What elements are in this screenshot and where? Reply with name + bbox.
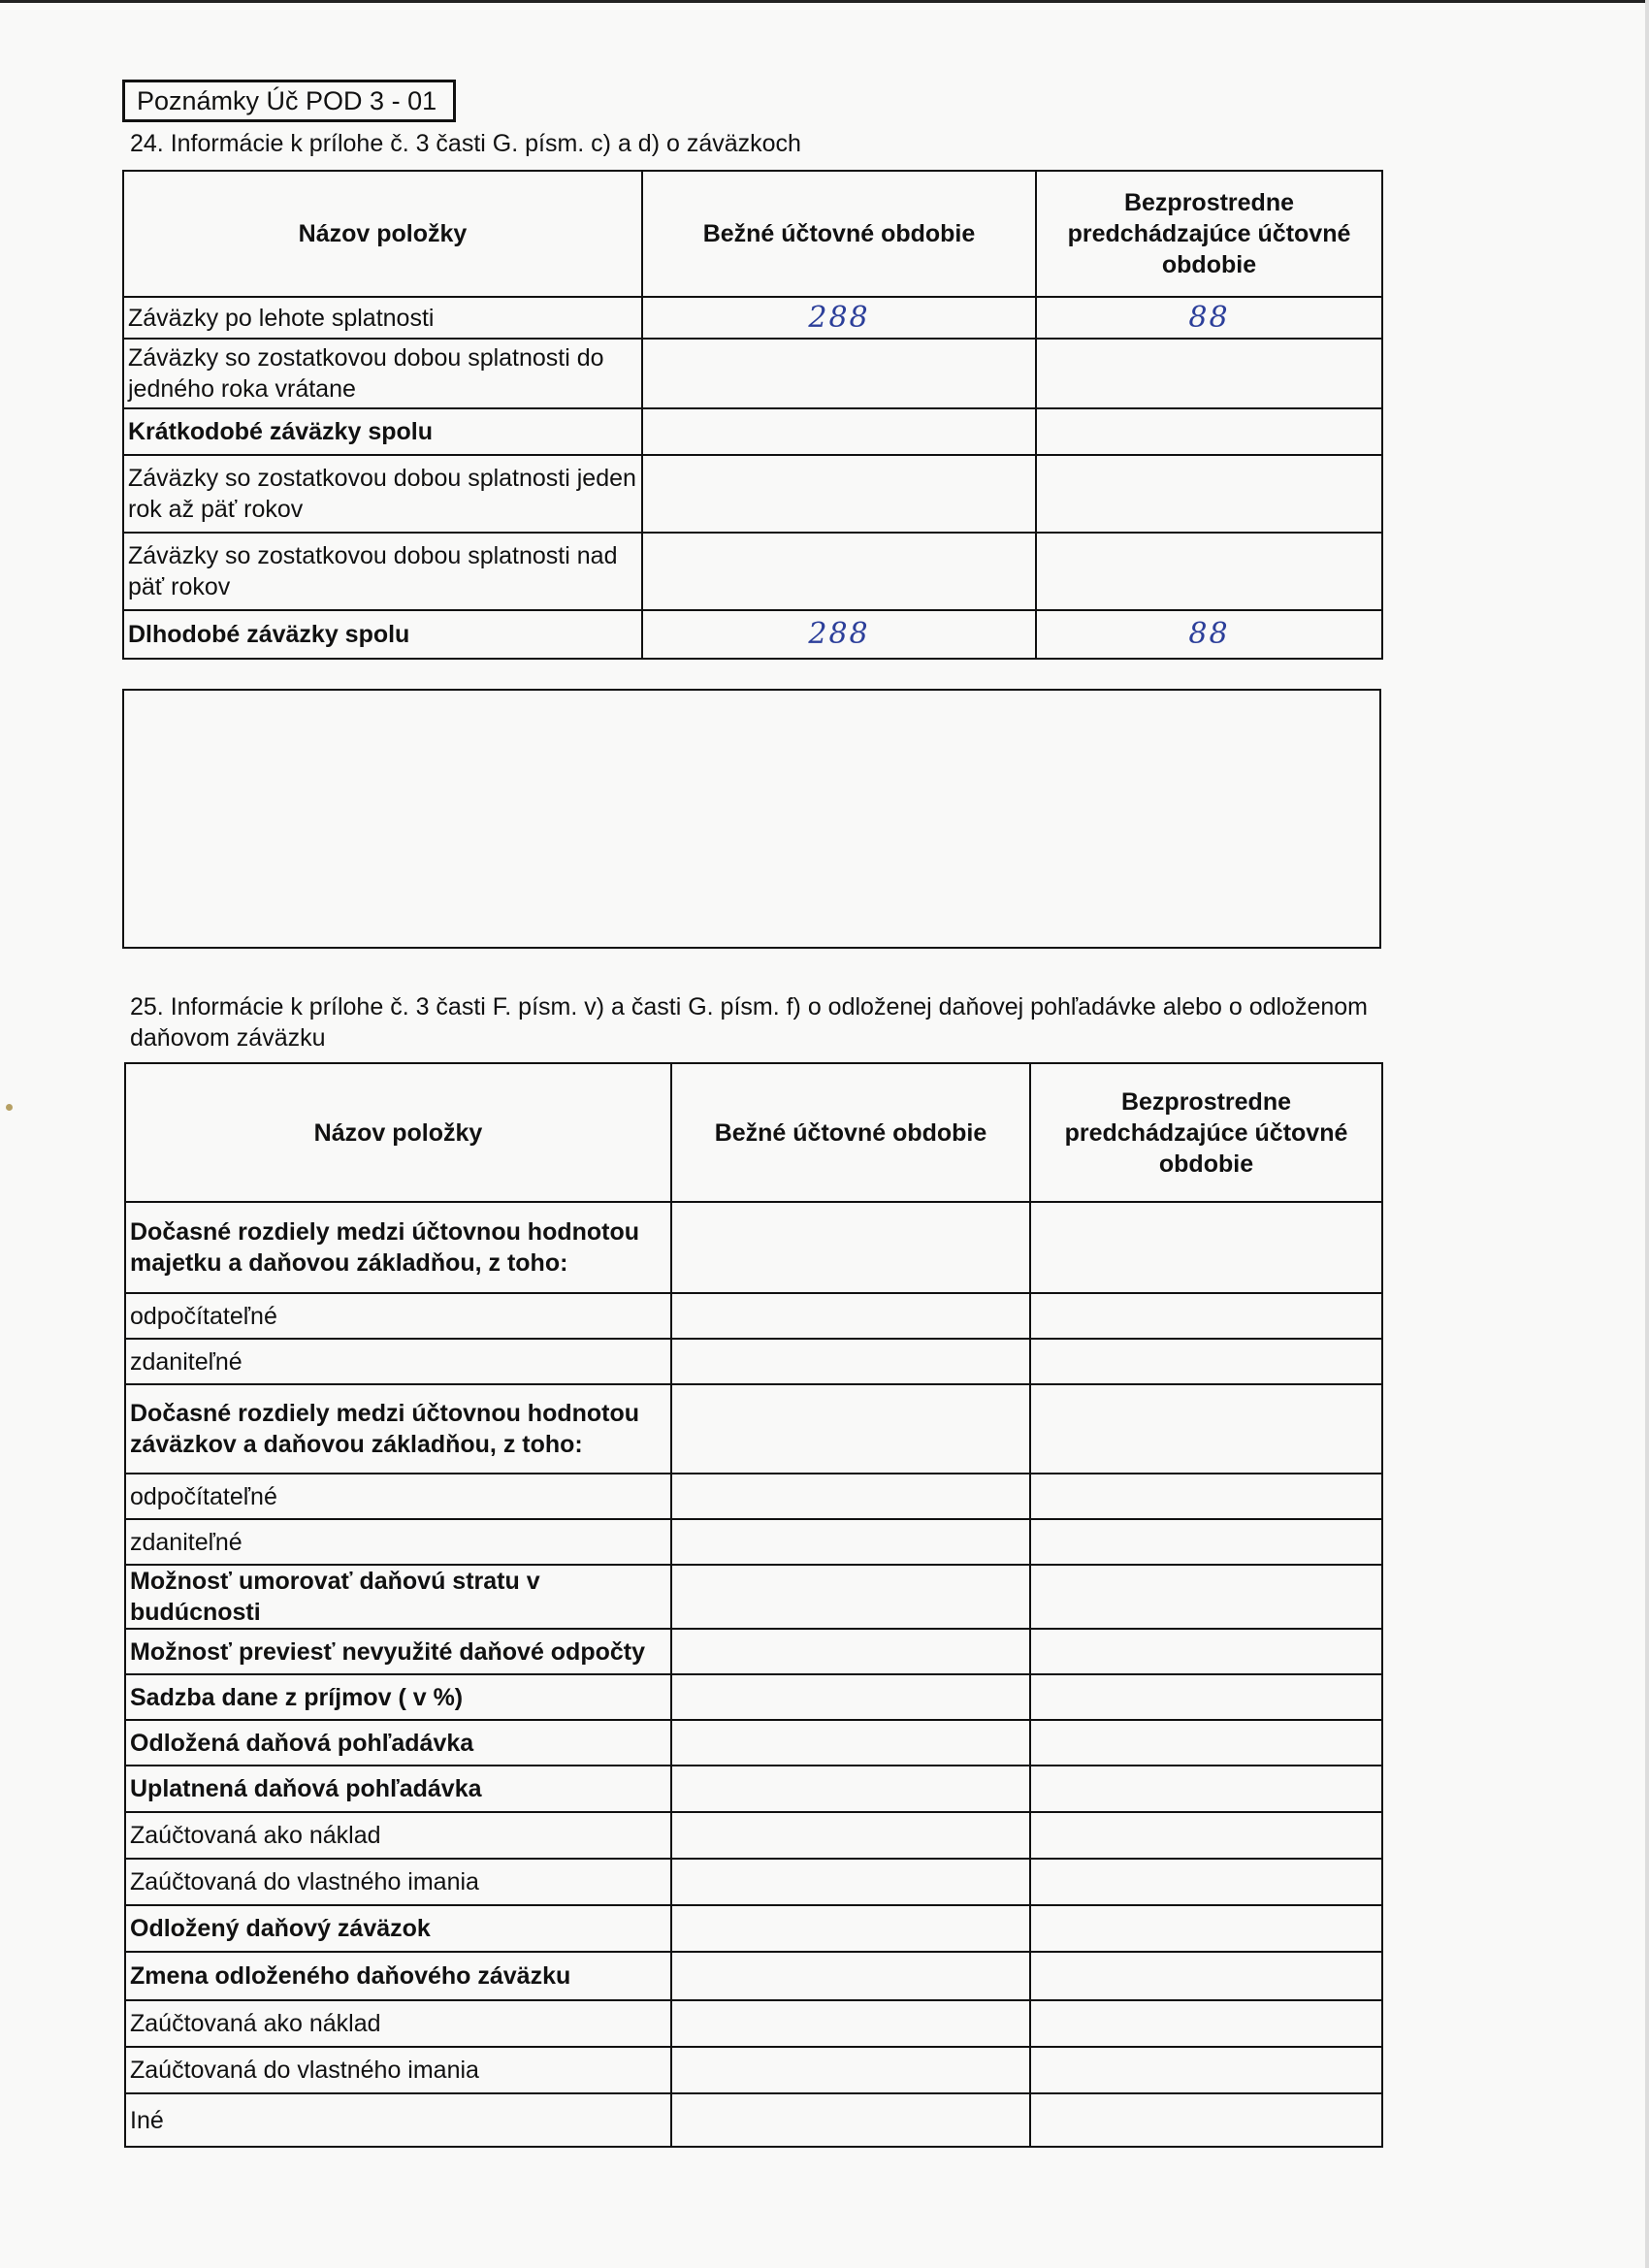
- column-header-current: Bežné účtovné obdobie: [642, 171, 1036, 297]
- row-label: Zaúčtovaná ako náklad: [125, 1812, 671, 1859]
- page-top-edge: [0, 0, 1649, 3]
- column-header-name: Názov položky: [123, 171, 642, 297]
- row-label: zdaniteľné: [125, 1519, 671, 1565]
- previous-value-cell[interactable]: [1030, 1293, 1382, 1339]
- previous-value-cell[interactable]: [1030, 1629, 1382, 1674]
- scan-speck: [6, 1104, 13, 1111]
- row-label: Zaúčtovaná do vlastného imania: [125, 1859, 671, 1905]
- previous-value-cell[interactable]: [1030, 2093, 1382, 2147]
- current-value-cell[interactable]: [671, 1905, 1030, 1952]
- table-header-row: [125, 1063, 1382, 1202]
- previous-value-cell[interactable]: [1030, 1674, 1382, 1720]
- previous-value-cell[interactable]: [1030, 1339, 1382, 1384]
- current-value-cell[interactable]: [671, 1339, 1030, 1384]
- row-label: Dočasné rozdiely medzi účtovnou hodnotou záväzkov a daňovou základňou, z toho:: [125, 1384, 671, 1474]
- current-value-cell[interactable]: [671, 2047, 1030, 2093]
- current-value-cell[interactable]: [671, 1812, 1030, 1859]
- table-row: [123, 533, 1382, 610]
- previous-value-cell[interactable]: [1030, 1766, 1382, 1812]
- previous-value-cell[interactable]: [1036, 533, 1382, 610]
- previous-value-cell[interactable]: [1030, 1952, 1382, 2000]
- table-row: [123, 455, 1382, 533]
- previous-value-cell[interactable]: 88: [1036, 610, 1382, 659]
- current-value-cell[interactable]: [671, 1202, 1030, 1293]
- current-value-cell[interactable]: [642, 339, 1036, 408]
- row-label: Záväzky po lehote splatnosti: [123, 297, 642, 339]
- row-label: Záväzky so zostatkovou dobou splatnosti do jedného roka vrátane: [123, 339, 642, 408]
- column-header-name: Názov položky: [125, 1063, 671, 1202]
- previous-value-cell[interactable]: [1030, 1565, 1382, 1629]
- current-value-cell[interactable]: [671, 1565, 1030, 1629]
- page-right-edge: [1645, 0, 1649, 2268]
- current-value-cell[interactable]: [642, 455, 1036, 533]
- table-header-row: [123, 171, 1382, 297]
- previous-value-cell[interactable]: [1030, 1474, 1382, 1519]
- row-label: Zaúčtovaná do vlastného imania: [125, 2047, 671, 2093]
- previous-value-cell[interactable]: [1030, 1905, 1382, 1952]
- row-label: Odložená daňová pohľadávka: [125, 1720, 671, 1766]
- row-label: Odložený daňový záväzok: [125, 1905, 671, 1952]
- section-24-table: [122, 170, 1383, 660]
- row-label: zdaniteľné: [125, 1339, 671, 1384]
- section-25-title-line-1: 25. Informácie k prílohe č. 3 časti F. písm. v) a časti G. písm. f) o odloženej daňovej pohľadávke alebo o odloženom: [130, 993, 1369, 1021]
- previous-value-cell[interactable]: [1036, 339, 1382, 408]
- row-label: Iné: [125, 2093, 671, 2147]
- current-value-cell[interactable]: [671, 2000, 1030, 2047]
- form-code-box: Poznámky Úč POD 3 - 01: [122, 80, 456, 122]
- row-label: Zmena odloženého daňového záväzku: [125, 1952, 671, 2000]
- row-label: Zaúčtovaná ako náklad: [125, 2000, 671, 2047]
- previous-value-cell[interactable]: [1030, 1384, 1382, 1474]
- row-label: Krátkodobé záväzky spolu: [123, 408, 642, 455]
- table-row: [123, 408, 1382, 455]
- previous-value-cell[interactable]: [1030, 2000, 1382, 2047]
- previous-value-cell[interactable]: [1030, 2047, 1382, 2093]
- current-value-cell[interactable]: [671, 1384, 1030, 1474]
- previous-value-cell[interactable]: [1030, 1859, 1382, 1905]
- current-value-cell[interactable]: [671, 1629, 1030, 1674]
- row-label: Možnosť previesť nevyužité daňové odpočty: [125, 1629, 671, 1674]
- previous-value-cell[interactable]: [1036, 408, 1382, 455]
- table-row: [123, 297, 1382, 339]
- current-value-cell[interactable]: [671, 1859, 1030, 1905]
- current-value-cell[interactable]: [671, 1474, 1030, 1519]
- row-label: Sadzba dane z príjmov ( v %): [125, 1674, 671, 1720]
- current-value-cell[interactable]: [671, 1519, 1030, 1565]
- current-value-cell[interactable]: [671, 1674, 1030, 1720]
- previous-value-cell[interactable]: [1030, 1202, 1382, 1293]
- row-label: odpočítateľné: [125, 1293, 671, 1339]
- current-value-cell[interactable]: [671, 1952, 1030, 2000]
- section-25-table: [124, 1062, 1383, 2148]
- previous-value-cell[interactable]: [1030, 1519, 1382, 1565]
- current-value-cell[interactable]: [642, 533, 1036, 610]
- previous-value-cell[interactable]: [1036, 455, 1382, 533]
- current-value-cell[interactable]: [642, 408, 1036, 455]
- section-24-title: 24. Informácie k prílohe č. 3 časti G. písm. c) a d) o záväzkoch: [130, 130, 801, 157]
- current-value-cell[interactable]: 288: [642, 297, 1036, 339]
- row-label: Dočasné rozdiely medzi účtovnou hodnotou majetku a daňovou základňou, z toho:: [125, 1202, 671, 1293]
- row-label: Dlhodobé záväzky spolu: [123, 610, 642, 659]
- table-row: [123, 610, 1382, 659]
- current-value-cell[interactable]: [671, 2093, 1030, 2147]
- previous-value-cell[interactable]: 88: [1036, 297, 1382, 339]
- current-value-cell[interactable]: [671, 1720, 1030, 1766]
- row-label: Možnosť umorovať daňovú stratu v budúcnosti: [125, 1565, 671, 1629]
- previous-value-cell[interactable]: [1030, 1720, 1382, 1766]
- section-25-title-line-2: daňovom záväzku: [130, 1024, 326, 1052]
- current-value-cell[interactable]: [671, 1766, 1030, 1812]
- current-value-cell[interactable]: [671, 1293, 1030, 1339]
- row-label: Záväzky so zostatkovou dobou splatnosti jeden rok až päť rokov: [123, 455, 642, 533]
- table-row: [123, 339, 1382, 408]
- column-header-previous: Bezprostredne predchádzajúce účtovné obdobie: [1030, 1063, 1382, 1202]
- previous-value-cell[interactable]: [1030, 1812, 1382, 1859]
- row-label: Záväzky so zostatkovou dobou splatnosti nad päť rokov: [123, 533, 642, 610]
- notes-textbox[interactable]: [122, 689, 1381, 949]
- row-label: Uplatnená daňová pohľadávka: [125, 1766, 671, 1812]
- current-value-cell[interactable]: 288: [642, 610, 1036, 659]
- column-header-previous: Bezprostredne predchádzajúce účtovné obdobie: [1036, 171, 1382, 297]
- column-header-current: Bežné účtovné obdobie: [671, 1063, 1030, 1202]
- row-label: odpočítateľné: [125, 1474, 671, 1519]
